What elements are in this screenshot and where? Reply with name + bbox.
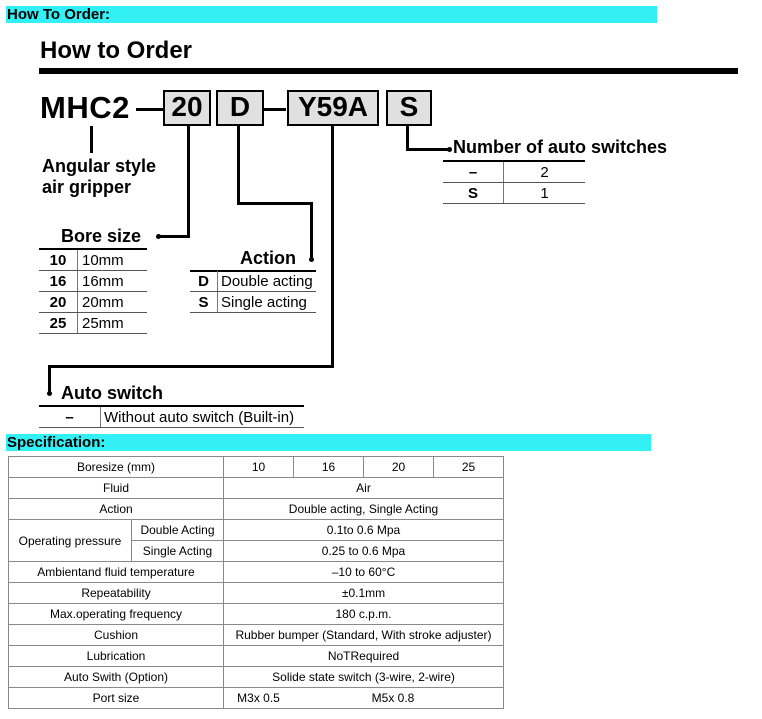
- spec-value: Solide state switch (3-wire, 2-wire): [224, 667, 504, 688]
- switch-code-box: Y59A: [287, 90, 379, 126]
- table-row: [9, 667, 504, 688]
- spec-label: Repeatability: [9, 583, 224, 604]
- connector-action-h: [237, 202, 313, 205]
- num-value: 1: [504, 183, 586, 204]
- bore-key: 16: [39, 271, 78, 292]
- table-row: [443, 183, 585, 204]
- table-row: [39, 250, 147, 271]
- bore-size-table: [39, 250, 147, 334]
- spec-value: –10 to 60°C: [224, 562, 504, 583]
- auto-switch-table: [39, 407, 304, 428]
- spec-value: Rubber bumper (Standard, With stroke adjuster): [224, 625, 504, 646]
- bore-value: 16mm: [78, 271, 148, 292]
- bore-size-title: Bore size: [61, 226, 142, 246]
- connector-bore-v: [187, 126, 190, 238]
- table-row: [190, 271, 316, 292]
- bore-value: 10mm: [78, 250, 148, 271]
- action-code-box: D: [216, 90, 264, 126]
- spec-value: Double acting, Single Acting: [224, 499, 504, 520]
- action-key: S: [190, 292, 218, 313]
- connector-action-v2: [310, 202, 313, 259]
- action-value: Single acting: [218, 292, 317, 313]
- bore-bullet: [156, 234, 161, 239]
- num-code-box: S: [386, 90, 432, 126]
- action-bullet: [309, 257, 314, 262]
- table-row: [9, 457, 504, 478]
- auto-switch-value: Without auto switch (Built-in): [101, 407, 305, 428]
- table-row: [39, 407, 304, 428]
- spec-label: Port size: [9, 688, 224, 709]
- table-row: [190, 292, 316, 313]
- table-row: [9, 499, 504, 520]
- num-bullet: [447, 147, 452, 152]
- table-row: [9, 562, 504, 583]
- table-row: [9, 625, 504, 646]
- action-title: Action: [240, 248, 296, 268]
- action-table: [190, 271, 316, 313]
- gripper-label: [42, 156, 156, 198]
- connector-num-h: [406, 148, 450, 151]
- spec-label: Max.operating frequency: [9, 604, 224, 625]
- bore-key: 25: [39, 313, 78, 334]
- spec-label: Ambientand fluid temperature: [9, 562, 224, 583]
- how-to-order-bar: [6, 6, 657, 23]
- num-key: S: [443, 183, 504, 204]
- spec-value: 180 c.p.m.: [224, 604, 504, 625]
- dash-2: [263, 108, 286, 111]
- spec-label: Cushion: [9, 625, 224, 646]
- spec-label: Action: [9, 499, 224, 520]
- spec-value: [224, 688, 504, 709]
- spec-value: ±0.1mm: [224, 583, 504, 604]
- spec-value: 0.1to 0.6 Mpa: [224, 520, 504, 541]
- port-size-large: M5x 0.8: [371, 691, 415, 705]
- bore-value: 20mm: [78, 292, 148, 313]
- num-key: –: [443, 162, 504, 183]
- spec-value: Air: [224, 478, 504, 499]
- spec-value: 0.25 to 0.6 Mpa: [224, 541, 504, 562]
- spec-bore: 25: [434, 457, 504, 478]
- spec-label: Boresize (mm): [9, 457, 224, 478]
- table-row: [443, 162, 585, 183]
- specification-bar: [6, 434, 651, 451]
- specification-bar-label: Specification:: [7, 434, 106, 451]
- connector-switch-v1: [331, 126, 334, 368]
- table-row: [39, 313, 147, 334]
- num-switches-table: [443, 162, 585, 204]
- num-value: 2: [504, 162, 586, 183]
- gripper-label-line-1: Angular style: [42, 156, 157, 176]
- num-switches-title: Number of auto switches: [453, 137, 668, 157]
- dash-1: [136, 108, 163, 111]
- spec-label: Operating pressure: [9, 520, 132, 562]
- auto-switch-title: Auto switch: [61, 383, 163, 403]
- specification-table: [8, 456, 504, 709]
- port-size-small: M3x 0.5: [237, 691, 280, 705]
- bore-key: 20: [39, 292, 78, 313]
- table-row: [9, 520, 504, 541]
- connector-switch-v2: [48, 365, 51, 393]
- spec-bore: 16: [294, 457, 364, 478]
- table-row: [9, 478, 504, 499]
- how-to-order-bar-label: How To Order:: [7, 6, 111, 23]
- spec-value: NoTRequired: [224, 646, 504, 667]
- table-row: [39, 292, 147, 313]
- gripper-label-line-2: air gripper: [42, 177, 132, 197]
- table-row: [9, 688, 504, 709]
- spec-label: Auto Swith (Option): [9, 667, 224, 688]
- table-row: [9, 646, 504, 667]
- connector-switch-h: [48, 365, 334, 368]
- connector-action-v1: [237, 126, 240, 204]
- spec-sublabel: Double Acting: [132, 520, 224, 541]
- connector-gripper: [90, 126, 93, 153]
- table-row: [39, 271, 147, 292]
- switch-bullet: [47, 391, 52, 396]
- action-value: Double acting: [218, 271, 317, 292]
- spec-sublabel: Single Acting: [132, 541, 224, 562]
- title-rule: [39, 68, 738, 74]
- spec-bore: 10: [224, 457, 294, 478]
- bore-key: 10: [39, 250, 78, 271]
- table-row: [9, 604, 504, 625]
- auto-switch-key: –: [39, 407, 101, 428]
- spec-bore: 20: [364, 457, 434, 478]
- bore-value: 25mm: [78, 313, 148, 334]
- spec-label: Fluid: [9, 478, 224, 499]
- action-key: D: [190, 271, 218, 292]
- page-title: How to Order: [40, 37, 193, 64]
- bore-code-box: 20: [163, 90, 211, 126]
- connector-bore-h: [158, 235, 189, 238]
- model-prefix: MHC2: [40, 90, 130, 125]
- spec-label: Lubrication: [9, 646, 224, 667]
- table-row: [9, 583, 504, 604]
